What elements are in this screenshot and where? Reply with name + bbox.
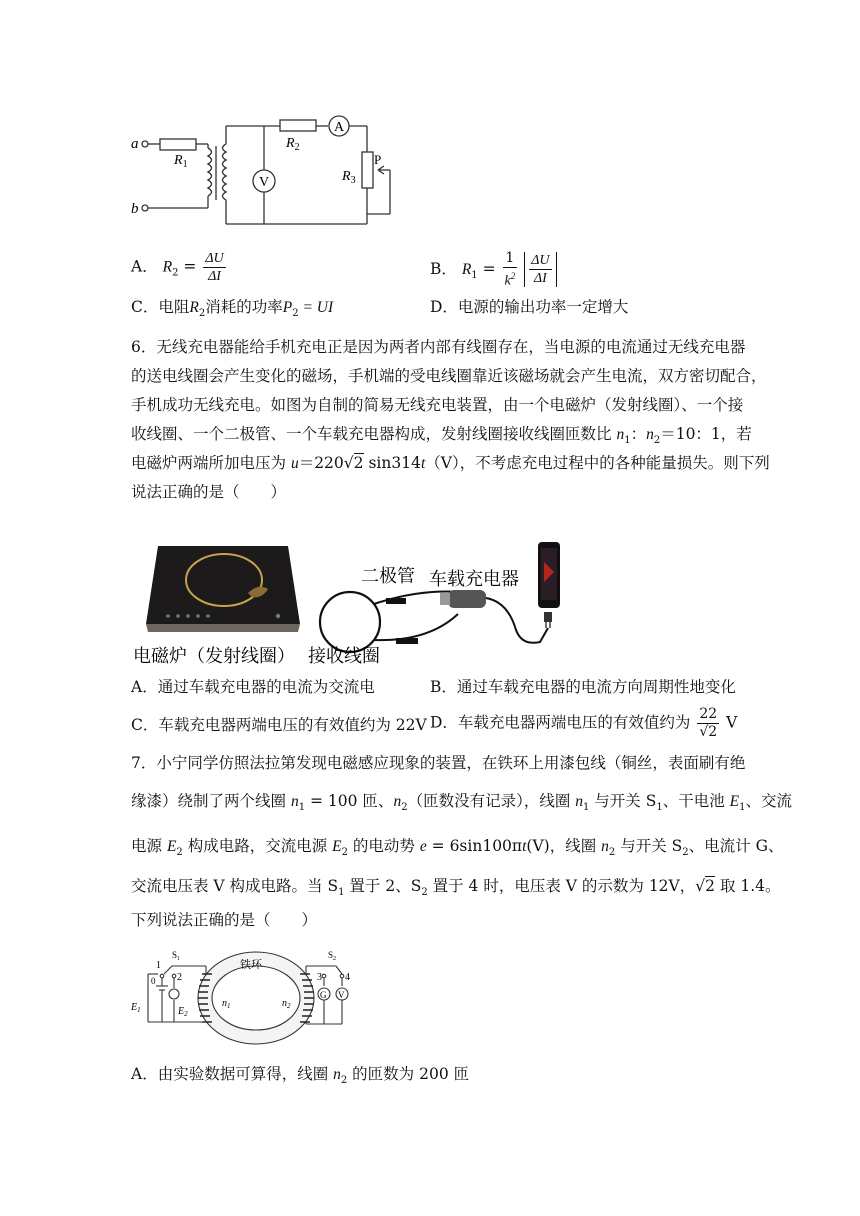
q6-text-line5: 电磁炉两端所加电压为 u＝220√2 sin314t（V），不考虑充电过程中的各种能量损失。则下列 xyxy=(131,454,770,472)
terminal-4-label: 4 xyxy=(345,972,350,983)
circuit-diagram-iron-ring xyxy=(128,944,368,1054)
terminal-2-label: 2 xyxy=(177,972,182,983)
r2-label: $R_2$ xyxy=(286,136,300,153)
receiving-coil-image xyxy=(320,592,380,652)
ammeter-label: A xyxy=(334,120,345,135)
car-charger-image xyxy=(448,590,486,608)
q6-text-line2: 的送电线圈会产生变化的磁场，手机端的受电线圈靠近该磁场就会产生电流，双方密切配合， xyxy=(131,367,767,385)
circuit-diagram-transformer xyxy=(128,108,408,228)
battery-e1-label: $E_1$ xyxy=(131,1002,141,1014)
terminal-1-label: 1 xyxy=(156,960,161,971)
q6-text-line4: 收线圈、一个二极管、一个车载充电器构成，发射线圈接收线圈匝数比 $n_1$：$n_2=10$：1，若 xyxy=(131,425,752,447)
q5-option-b: B． $R_1$ = $\frac{1}{k^2}$ $\frac{\Delta U}{\Delta I}$ xyxy=(430,250,557,290)
q6-text-line3: 手机成功无线充电。如图为自制的简易无线充电装置，由一个电磁炉（发射线圈）、一个接 xyxy=(131,396,744,414)
q7-text-line1: 7．小宁同学仿照法拉第发现电磁感应现象的装置，在铁环上用漆包线（铜丝，表面刷有绝 xyxy=(131,754,746,772)
iron-ring-label: 铁环 xyxy=(240,959,262,971)
q7-text-line4: 交流电压表 V 构成电路。当 $S_1$ 置于 2、$S_2$ 置于 4 时，电压表 V 的示数为 12V，√2 取 1.4。 xyxy=(131,877,781,899)
voltmeter-label: V xyxy=(259,175,270,190)
terminal-a-label: a xyxy=(131,136,139,152)
q7-option-a: A．由实验数据可算得，线圈 $n_2$ 的匝数为 200 匝 xyxy=(131,1065,470,1087)
terminal-0-label: 0 xyxy=(151,976,156,986)
induction-cooker-image xyxy=(146,546,300,632)
r3-label: $R_3$ xyxy=(342,169,356,186)
cooker-label: 电磁炉（发射线圈） xyxy=(133,646,295,667)
ac-source-e2-label: $E_2$ xyxy=(178,1006,188,1018)
voltmeter2-label: V xyxy=(338,990,345,1000)
q6-option-d: D．车载充电器两端电压的有效值约为 $\frac{22}{√2}$ V xyxy=(430,706,738,740)
q5-option-c: C．电阻$R_2$消耗的功率$P_2$ = UI xyxy=(131,298,334,320)
q6-text-line1: 6．无线充电器能给手机充电正是因为两者内部有线圈存在，当电源的电流通过无线充电器 xyxy=(131,338,746,356)
switch-s1-label: $S_1$ xyxy=(172,950,181,962)
coil-n1-label: $n_1$ xyxy=(222,998,231,1010)
r1-label: $R_1$ xyxy=(174,153,188,170)
diode-image xyxy=(386,598,406,604)
q6-option-a: A．通过车载充电器的电流为交流电 xyxy=(131,678,375,696)
coil-n2-label: $n_2$ xyxy=(282,998,291,1010)
q7-text-line3: 电源 $E_2$ 构成电路，交流电源 $E_2$ 的电动势 e = 6sin100πt(V)，线圈 $n_2$ 与开关 $S_2$、电流计 G、 xyxy=(131,837,784,859)
q5-option-d: D．电源的输出功率一定增大 xyxy=(430,298,629,316)
receiving-coil-label: 接收线圈 xyxy=(308,646,380,667)
terminal-3-label: 3 xyxy=(317,972,322,983)
q5-option-a: A． $R_2$ = $\frac{\Delta U}{\Delta I}$ xyxy=(131,251,224,284)
switch-s2-label: $S_2$ xyxy=(328,950,337,962)
wireless-charging-photo xyxy=(128,538,568,668)
q7-text-line5: 下列说法正确的是（ ） xyxy=(131,911,318,929)
q6-option-c: C．车载充电器两端电压的有效值约为 22V xyxy=(131,716,427,734)
q6-text-line6: 说法正确的是（ ） xyxy=(131,483,287,501)
slider-p-label: P xyxy=(374,152,382,167)
galvanometer-label: G xyxy=(320,990,327,1000)
mobile-phone-image xyxy=(538,542,560,628)
terminal-b-label: b xyxy=(131,201,139,217)
car-charger-label: 车载充电器 xyxy=(429,569,519,590)
q7-text-line2: 缘漆）绕制了两个线圈 $n_1 = 100$ 匝、$n_2$（匝数没有记录），线圈 $n_1$ 与开关 $S_1$、干电池 $E_1$、交流 xyxy=(131,792,793,814)
q6-option-b: B．通过车载充电器的电流方向周期性地变化 xyxy=(430,678,736,696)
diode-label: 二极管 xyxy=(361,566,415,587)
